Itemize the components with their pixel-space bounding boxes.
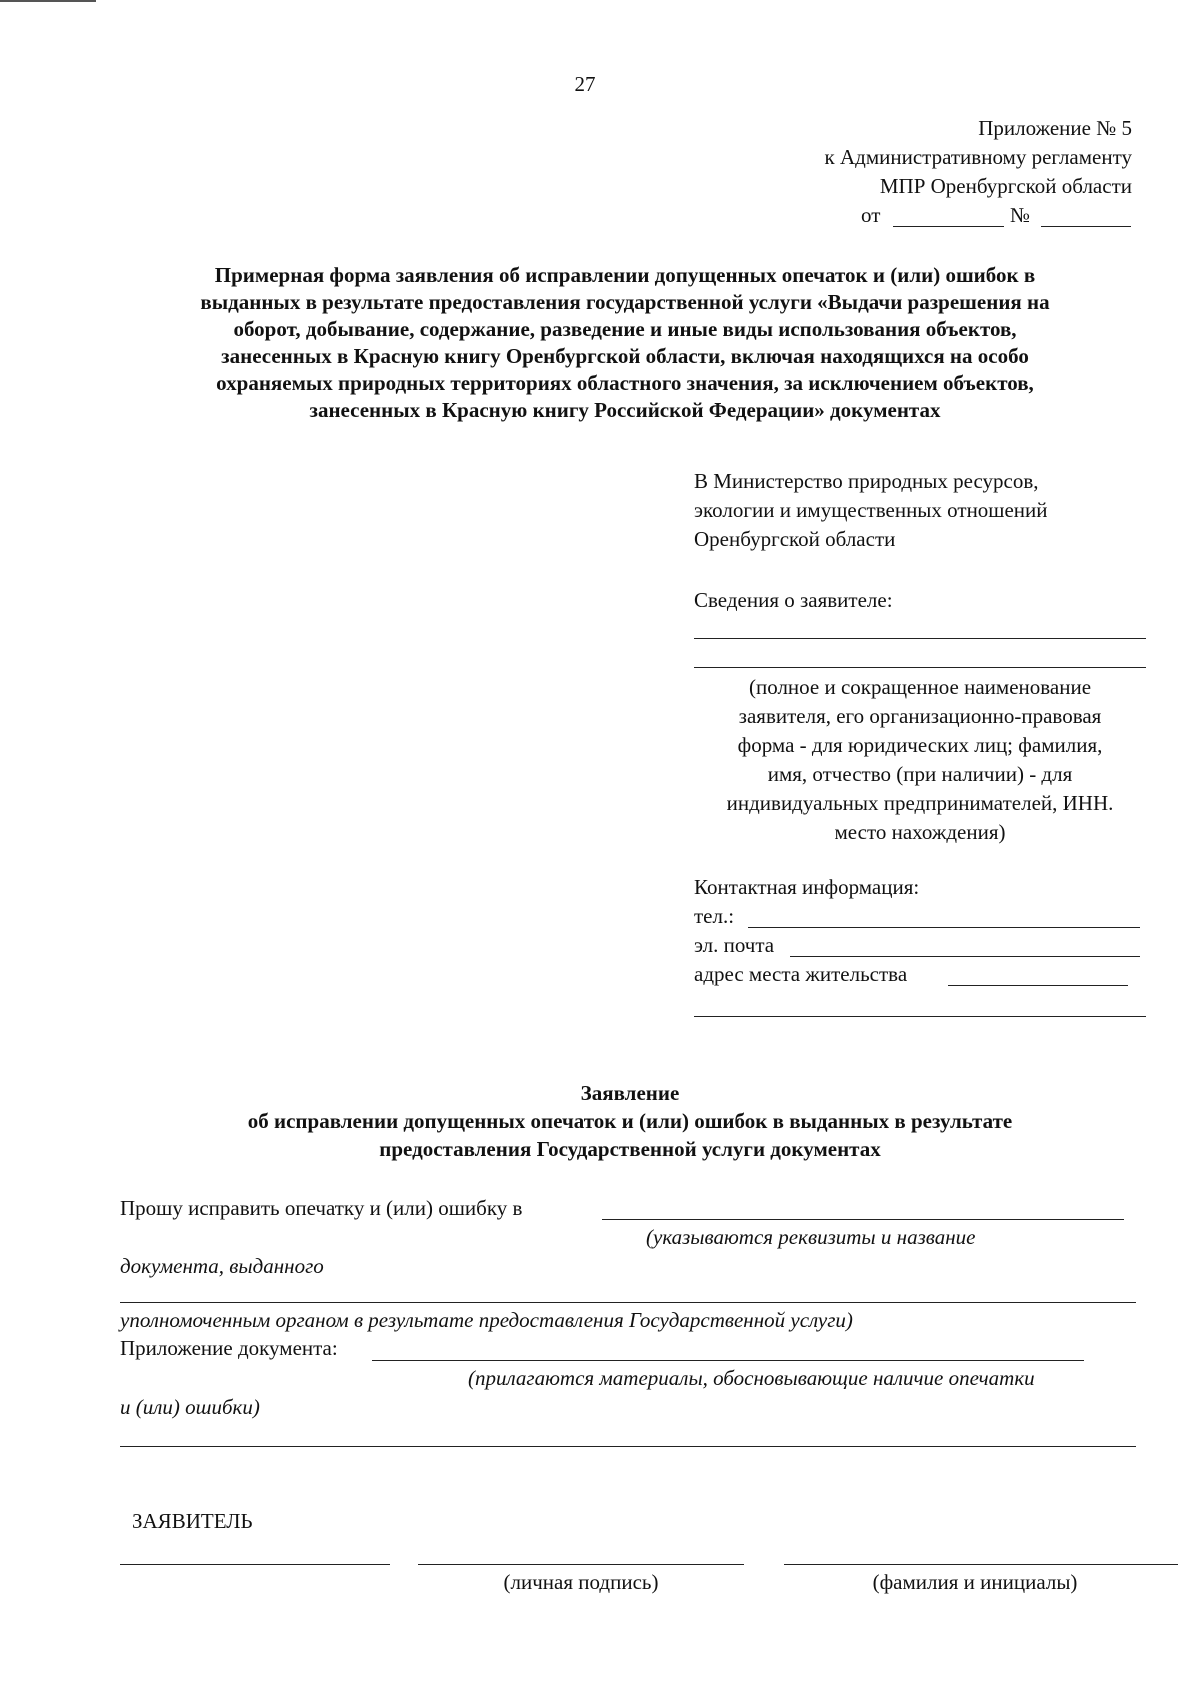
applicant-hint-line: место нахождения) <box>834 820 1006 844</box>
appendix-number-field <box>1041 226 1131 227</box>
name-hint: (фамилия и инициалы) <box>872 1570 1078 1594</box>
request-document-field[interactable] <box>602 1219 1124 1220</box>
applicant-signature-label: ЗАЯВИТЕЛЬ <box>132 1509 253 1533</box>
appendix-date-field <box>893 226 1004 227</box>
phone-label: тел.: <box>694 904 735 928</box>
applicant-hint-line: заявителя, его организационно-правовая <box>738 704 1102 728</box>
attachment-field-2[interactable] <box>120 1446 1136 1447</box>
attachment-field[interactable] <box>372 1360 1084 1361</box>
attachment-hint-1: (прилагаются материалы, обосновывающие наличие опечатки <box>468 1366 1035 1390</box>
addressee-line: В Министерство природных ресурсов, <box>694 469 1039 493</box>
applicant-name-field-2[interactable] <box>694 667 1146 668</box>
statement-subtitle-1: об исправлении допущенных опечаток и (или) ошибок в выданных в результате <box>247 1109 1013 1133</box>
form-title-line: Примерная форма заявления об исправлении допущенных опечаток и (или) ошибок в <box>214 263 1036 287</box>
form-title-line: занесенных в Красную книгу Российской Федерации» документах <box>309 398 941 422</box>
request-document-field-2[interactable] <box>120 1302 1136 1303</box>
statement-subtitle-2: предоставления Государственной услуги документах <box>379 1137 881 1161</box>
appendix-number-label: № <box>1010 203 1031 227</box>
applicant-hint-line: индивидуальных предпринимателей, ИНН. <box>726 791 1114 815</box>
attachment-label: Приложение документа: <box>120 1336 338 1360</box>
applicant-hint-line: (полное и сокращенное наименование <box>748 675 1092 699</box>
contact-label: Контактная информация: <box>694 875 920 899</box>
applicant-label: Сведения о заявителе: <box>694 588 893 612</box>
signature-field[interactable] <box>418 1564 744 1565</box>
statement-title: Заявление <box>580 1081 680 1105</box>
attachment-hint-2: и (или) ошибки) <box>120 1395 260 1419</box>
addressee-block <box>694 467 1048 554</box>
form-title-line: оборот, добывание, содержание, разведение и иные виды использования объектов, <box>233 317 1017 341</box>
address-field-1[interactable] <box>948 985 1128 986</box>
applicant-name-field-1[interactable] <box>694 638 1146 639</box>
scan-edge-mark <box>0 0 96 2</box>
signature-name-field[interactable] <box>784 1564 1178 1565</box>
addressee-line: экологии и имущественных отношений <box>694 498 1048 522</box>
page-number: 27 <box>574 72 596 96</box>
request-label: Прошу исправить опечатку и (или) ошибку в <box>120 1196 523 1220</box>
phone-field[interactable] <box>748 927 1140 928</box>
appendix-line-3: МПР Оренбургской области <box>879 174 1132 198</box>
appendix-date-label: от <box>861 203 881 227</box>
email-label: эл. почта <box>694 933 775 957</box>
request-hint-1: (указываются реквизиты и название <box>646 1225 976 1249</box>
form-title-line: охраняемых природных территориях областного значения, за исключением объектов, <box>216 371 1034 395</box>
addressee-line: Оренбургской области <box>694 527 896 551</box>
signature-date-field[interactable] <box>120 1564 390 1565</box>
address-label: адрес места жительства <box>694 962 908 986</box>
appendix-line-1: Приложение № 5 <box>978 116 1132 140</box>
applicant-hint-line: форма - для юридических лиц; фамилия, <box>737 733 1103 757</box>
request-hint-3: уполномоченным органом в результате предоставления Государственной услуги) <box>120 1308 853 1332</box>
address-field-2[interactable] <box>694 1016 1146 1017</box>
form-title <box>110 262 1140 424</box>
applicant-hint-line: имя, отчество (при наличии) - для <box>767 762 1073 786</box>
form-title-line: выданных в результате предоставления государственной услуги «Выдачи разрешения на <box>200 290 1050 314</box>
email-field[interactable] <box>790 956 1140 957</box>
applicant-hint <box>694 673 1146 847</box>
signature-hint: (личная подпись) <box>503 1570 659 1594</box>
request-hint-2: документа, выданного <box>120 1254 324 1278</box>
appendix-line-2: к Административному регламенту <box>824 145 1132 169</box>
form-title-line: занесенных в Красную книгу Оренбургской области, включая находящихся на особо <box>221 344 1029 368</box>
